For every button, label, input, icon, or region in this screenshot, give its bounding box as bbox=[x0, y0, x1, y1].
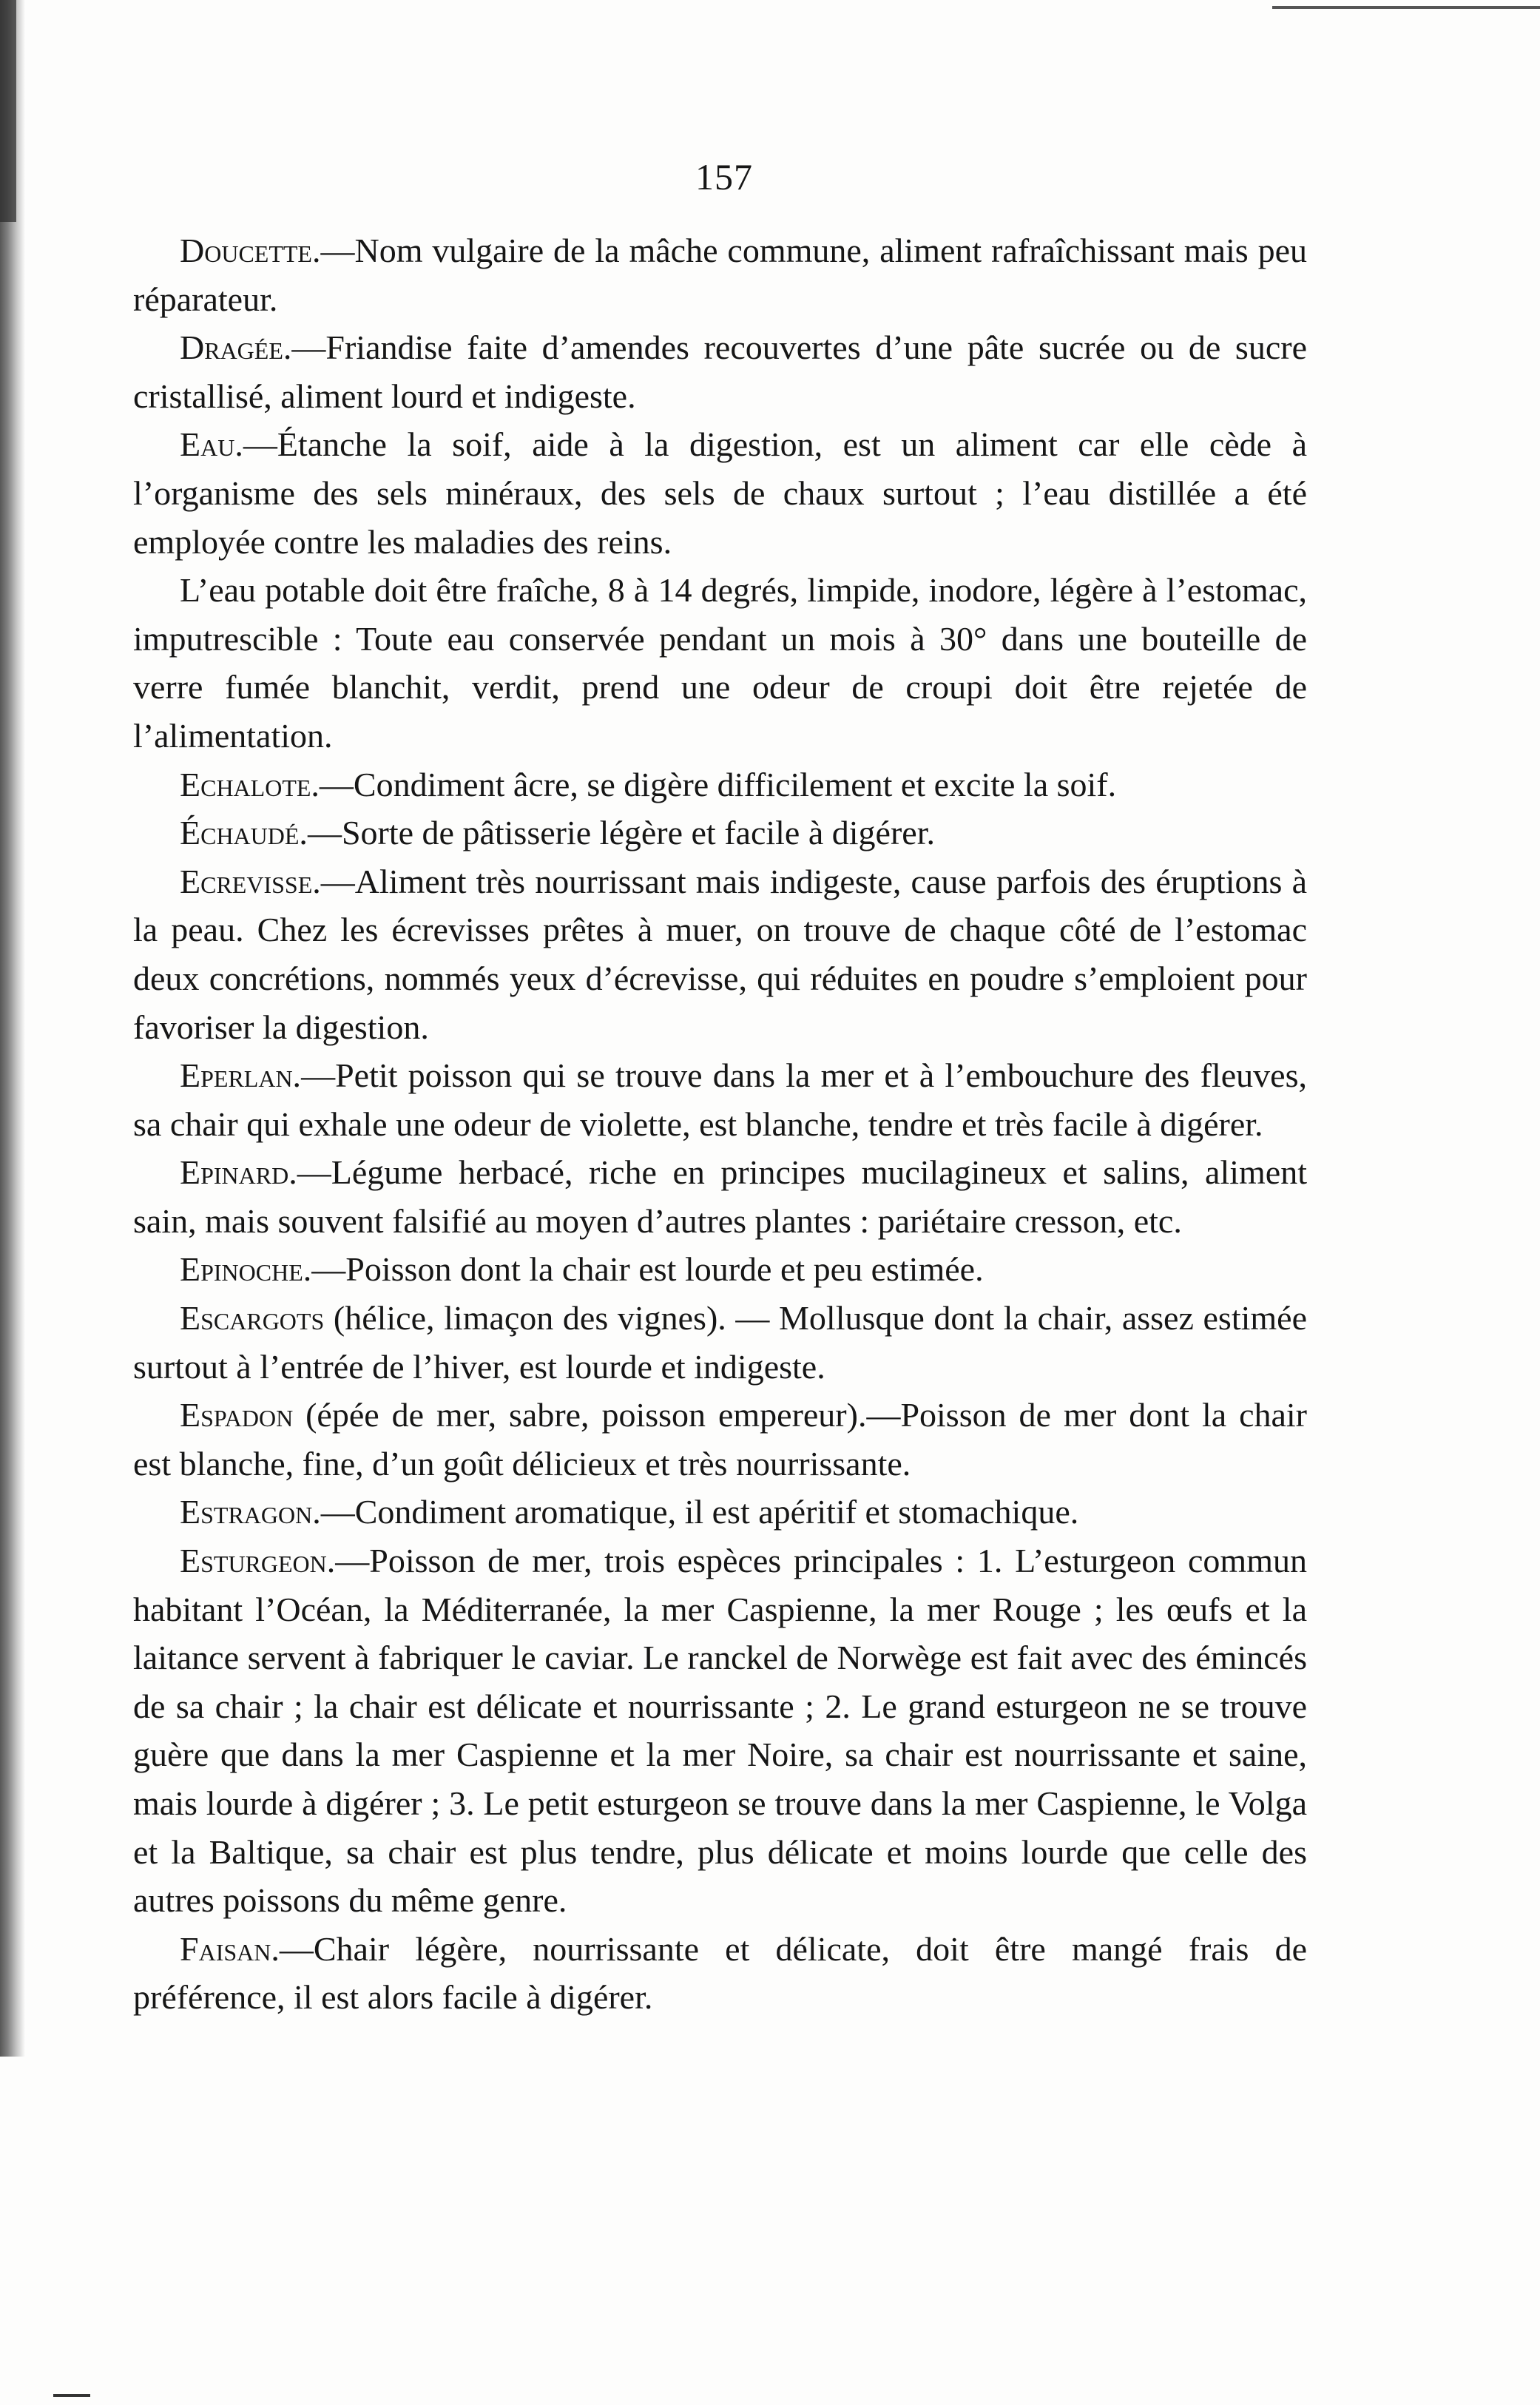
entry-doucette bbox=[133, 226, 1307, 323]
entry-head: Estragon. bbox=[180, 1493, 321, 1531]
entry-text: L’eau potable doit être fraîche, 8 à 14 degrés, limpide, inodore, légère à l’estomac, imputrescible : Toute eau conservée pendant un mois à 30° dans une bouteille de verre fumée blanchit, verdit, prend une odeur de croupi doit être rejetée de l’alimentation. bbox=[133, 571, 1307, 755]
entry-text: —Condiment aromatique, il est apéritif et stomachique. bbox=[320, 1493, 1079, 1531]
entry-eau bbox=[133, 420, 1307, 566]
entry-head: Echalote. bbox=[180, 765, 320, 803]
entry-text: —Étanche la soif, aide à la digestion, est un aliment car elle cède à l’organisme des sels minéraux, des sels de chaux surtout ; l’eau distillée a été employée contre les maladies des reins. bbox=[133, 425, 1307, 561]
entry-espadon bbox=[133, 1391, 1307, 1488]
entry-text: —Légume herbacé, riche en principes mucilagineux et salins, aliment sain, mais souvent falsifié au moyen d’autres plantes : pariétaire cresson, etc. bbox=[133, 1153, 1307, 1240]
entry-head: Dragée. bbox=[180, 328, 292, 367]
entry-head: Ecrevisse. bbox=[180, 862, 321, 900]
entry-text: (hélice, limaçon des vignes). — Mollusque dont la chair, assez estimée surtout à l’entrée de l’hiver, est lourde et indigeste. bbox=[133, 1299, 1307, 1386]
dictionary-text bbox=[133, 226, 1307, 2022]
entry-head: Epinard. bbox=[180, 1153, 297, 1192]
entry-text: —Chair légère, nourrissante et délicate, doit être mangé frais de préférence, il est alors facile à digérer. bbox=[133, 1929, 1307, 2017]
entry-text: —Nom vulgaire de la mâche commune, aliment rafraîchissant mais peu réparateur. bbox=[133, 232, 1307, 318]
entry-head: Doucette. bbox=[180, 232, 321, 269]
entry-echalote bbox=[133, 760, 1307, 809]
entry-text: —Sorte de pâtisserie légère et facile à digérer. bbox=[307, 814, 935, 852]
entry-text: —Aliment très nourrissant mais indigeste, cause parfois des éruptions à la peau. Chez les écrevisses prêtes à muer, on trouve de chaque côté de l’estomac deux concrétions, nommés yeux d’écrevisse, qui réduites en poudre s’emploient pour favoriser la digestion. bbox=[133, 862, 1307, 1046]
entry-head: Eau. bbox=[180, 425, 243, 464]
entry-text: —Poisson dont la chair est lourde et peu estimée. bbox=[311, 1250, 984, 1289]
entry-text: —Condiment âcre, se digère difficilement et excite la soif. bbox=[319, 765, 1117, 803]
entry-text: (épée de mer, sabre, poisson empereur).—Poisson de mer dont la chair est blanche, fine, d’un goût délicieux et très nourrissante. bbox=[133, 1396, 1307, 1483]
binding-shadow bbox=[0, 0, 25, 2057]
entry-head: Epinoche. bbox=[180, 1250, 312, 1289]
entry-ecrevisse bbox=[133, 857, 1307, 1051]
entry-head: Esturgeon. bbox=[180, 1542, 336, 1580]
entry-dragee bbox=[133, 323, 1307, 420]
top-rule bbox=[1272, 6, 1540, 9]
entry-eau-potable bbox=[133, 566, 1307, 760]
entry-escargots bbox=[133, 1294, 1307, 1391]
entry-echaude bbox=[133, 809, 1307, 857]
entry-epinoche bbox=[133, 1245, 1307, 1294]
entry-faisan bbox=[133, 1925, 1307, 2022]
entry-esturgeon bbox=[133, 1537, 1307, 1925]
entry-head: Eperlan. bbox=[180, 1056, 302, 1095]
entry-text: —Friandise faite d’amendes recouvertes d’une pâte sucrée ou de sucre cristallisé, aliment lourd et indigeste. bbox=[133, 328, 1307, 415]
page-number: 157 bbox=[695, 156, 753, 198]
entry-head: Escargots bbox=[180, 1299, 325, 1338]
entry-epinard bbox=[133, 1148, 1307, 1245]
entry-text: —Petit poisson qui se trouve dans la mer et à l’embouchure des fleuves, sa chair qui exhale une odeur de violette, est blanche, tendre et très facile à digérer. bbox=[133, 1056, 1307, 1143]
entry-estragon bbox=[133, 1488, 1307, 1537]
entry-head: Faisan. bbox=[180, 1929, 280, 1968]
bottom-mark bbox=[53, 2394, 90, 2397]
entry-head: Échaudé. bbox=[180, 814, 308, 852]
binding-shadow-dark bbox=[0, 0, 16, 222]
entry-text: —Poisson de mer, trois espèces principales : 1. L’esturgeon commun habitant l’Océan, la Méditerranée, la mer Caspienne, la mer Rouge ; les œufs et la laitance servent à fabriquer le caviar. Le ranckel de Norwège est fait avec des émincés de sa chair ; la chair est délicate et nourrissante ; 2. Le grand esturgeon ne se trouve guère que dans la mer Caspienne et la mer Noire, sa chair est nourrissante et saine, mais lourde à digérer ; 3. Le petit esturgeon se trouve dans la mer Caspienne, le Volga et la Baltique, sa chair est plus tendre, plus délicate et moins lourde que celle des autres poissons du même genre. bbox=[133, 1542, 1307, 1920]
entry-eperlan bbox=[133, 1051, 1307, 1148]
entry-head: Espadon bbox=[180, 1396, 294, 1434]
